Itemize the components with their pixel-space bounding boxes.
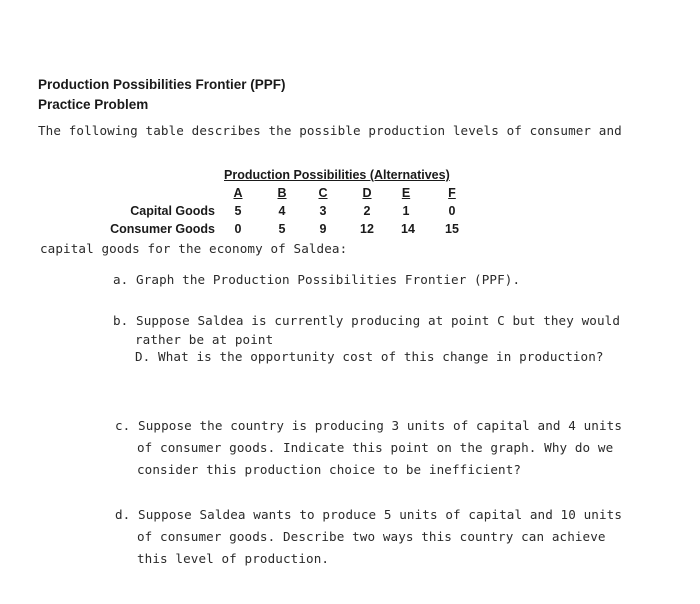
table-cell: 4 <box>278 204 286 218</box>
column-header-c: C <box>318 186 328 200</box>
table-cell: 1 <box>402 204 410 218</box>
table-cell: 12 <box>360 222 374 236</box>
column-header-e: E <box>401 186 411 200</box>
table-cell: 5 <box>278 222 286 236</box>
table-cell: 15 <box>445 222 459 236</box>
table-cell: 0 <box>448 204 456 218</box>
question-d-line-2: of consumer goods. Describe two ways this country can achieve <box>137 529 606 544</box>
question-c-line-2: of consumer goods. Indicate this point on the graph. Why do we <box>137 440 614 455</box>
column-header-b: B <box>277 186 287 200</box>
question-c-line-1: c. Suppose the country is producing 3 units of capital and 4 units <box>115 418 623 433</box>
row-label-consumer-goods: Consumer Goods <box>110 222 215 236</box>
column-header-f: F <box>448 186 456 200</box>
document-title: Production Possibilities Frontier (PPF) <box>38 77 286 92</box>
column-header-d: D <box>362 186 372 200</box>
question-c-line-3: consider this production choice to be inefficient? <box>137 462 522 477</box>
question-d-line-3: this level of production. <box>137 551 330 566</box>
table-cell: 14 <box>401 222 415 236</box>
intro-line-1: The following table describes the possible production levels of consumer and <box>38 123 622 138</box>
table-cell: 3 <box>319 204 327 218</box>
table-cell: 0 <box>234 222 242 236</box>
table-cell: 5 <box>234 204 242 218</box>
question-b-line-2: rather be at point <box>135 332 274 347</box>
table-cell: 9 <box>319 222 327 236</box>
table-heading: Production Possibilities (Alternatives) <box>224 168 450 182</box>
question-b-line-3: D. What is the opportunity cost of this change in production? <box>135 349 604 364</box>
document-subtitle: Practice Problem <box>38 97 149 112</box>
column-header-a: A <box>233 186 243 200</box>
table-cell: 2 <box>363 204 371 218</box>
row-label-capital-goods: Capital Goods <box>130 204 215 218</box>
question-a: a. Graph the Production Possibilities Frontier (PPF). <box>113 272 521 287</box>
intro-line-2: capital goods for the economy of Saldea: <box>40 241 348 256</box>
question-b-line-1: b. Suppose Saldea is currently producing at point C but they would <box>113 313 621 328</box>
question-d-line-1: d. Suppose Saldea wants to produce 5 units of capital and 10 units <box>115 507 623 522</box>
